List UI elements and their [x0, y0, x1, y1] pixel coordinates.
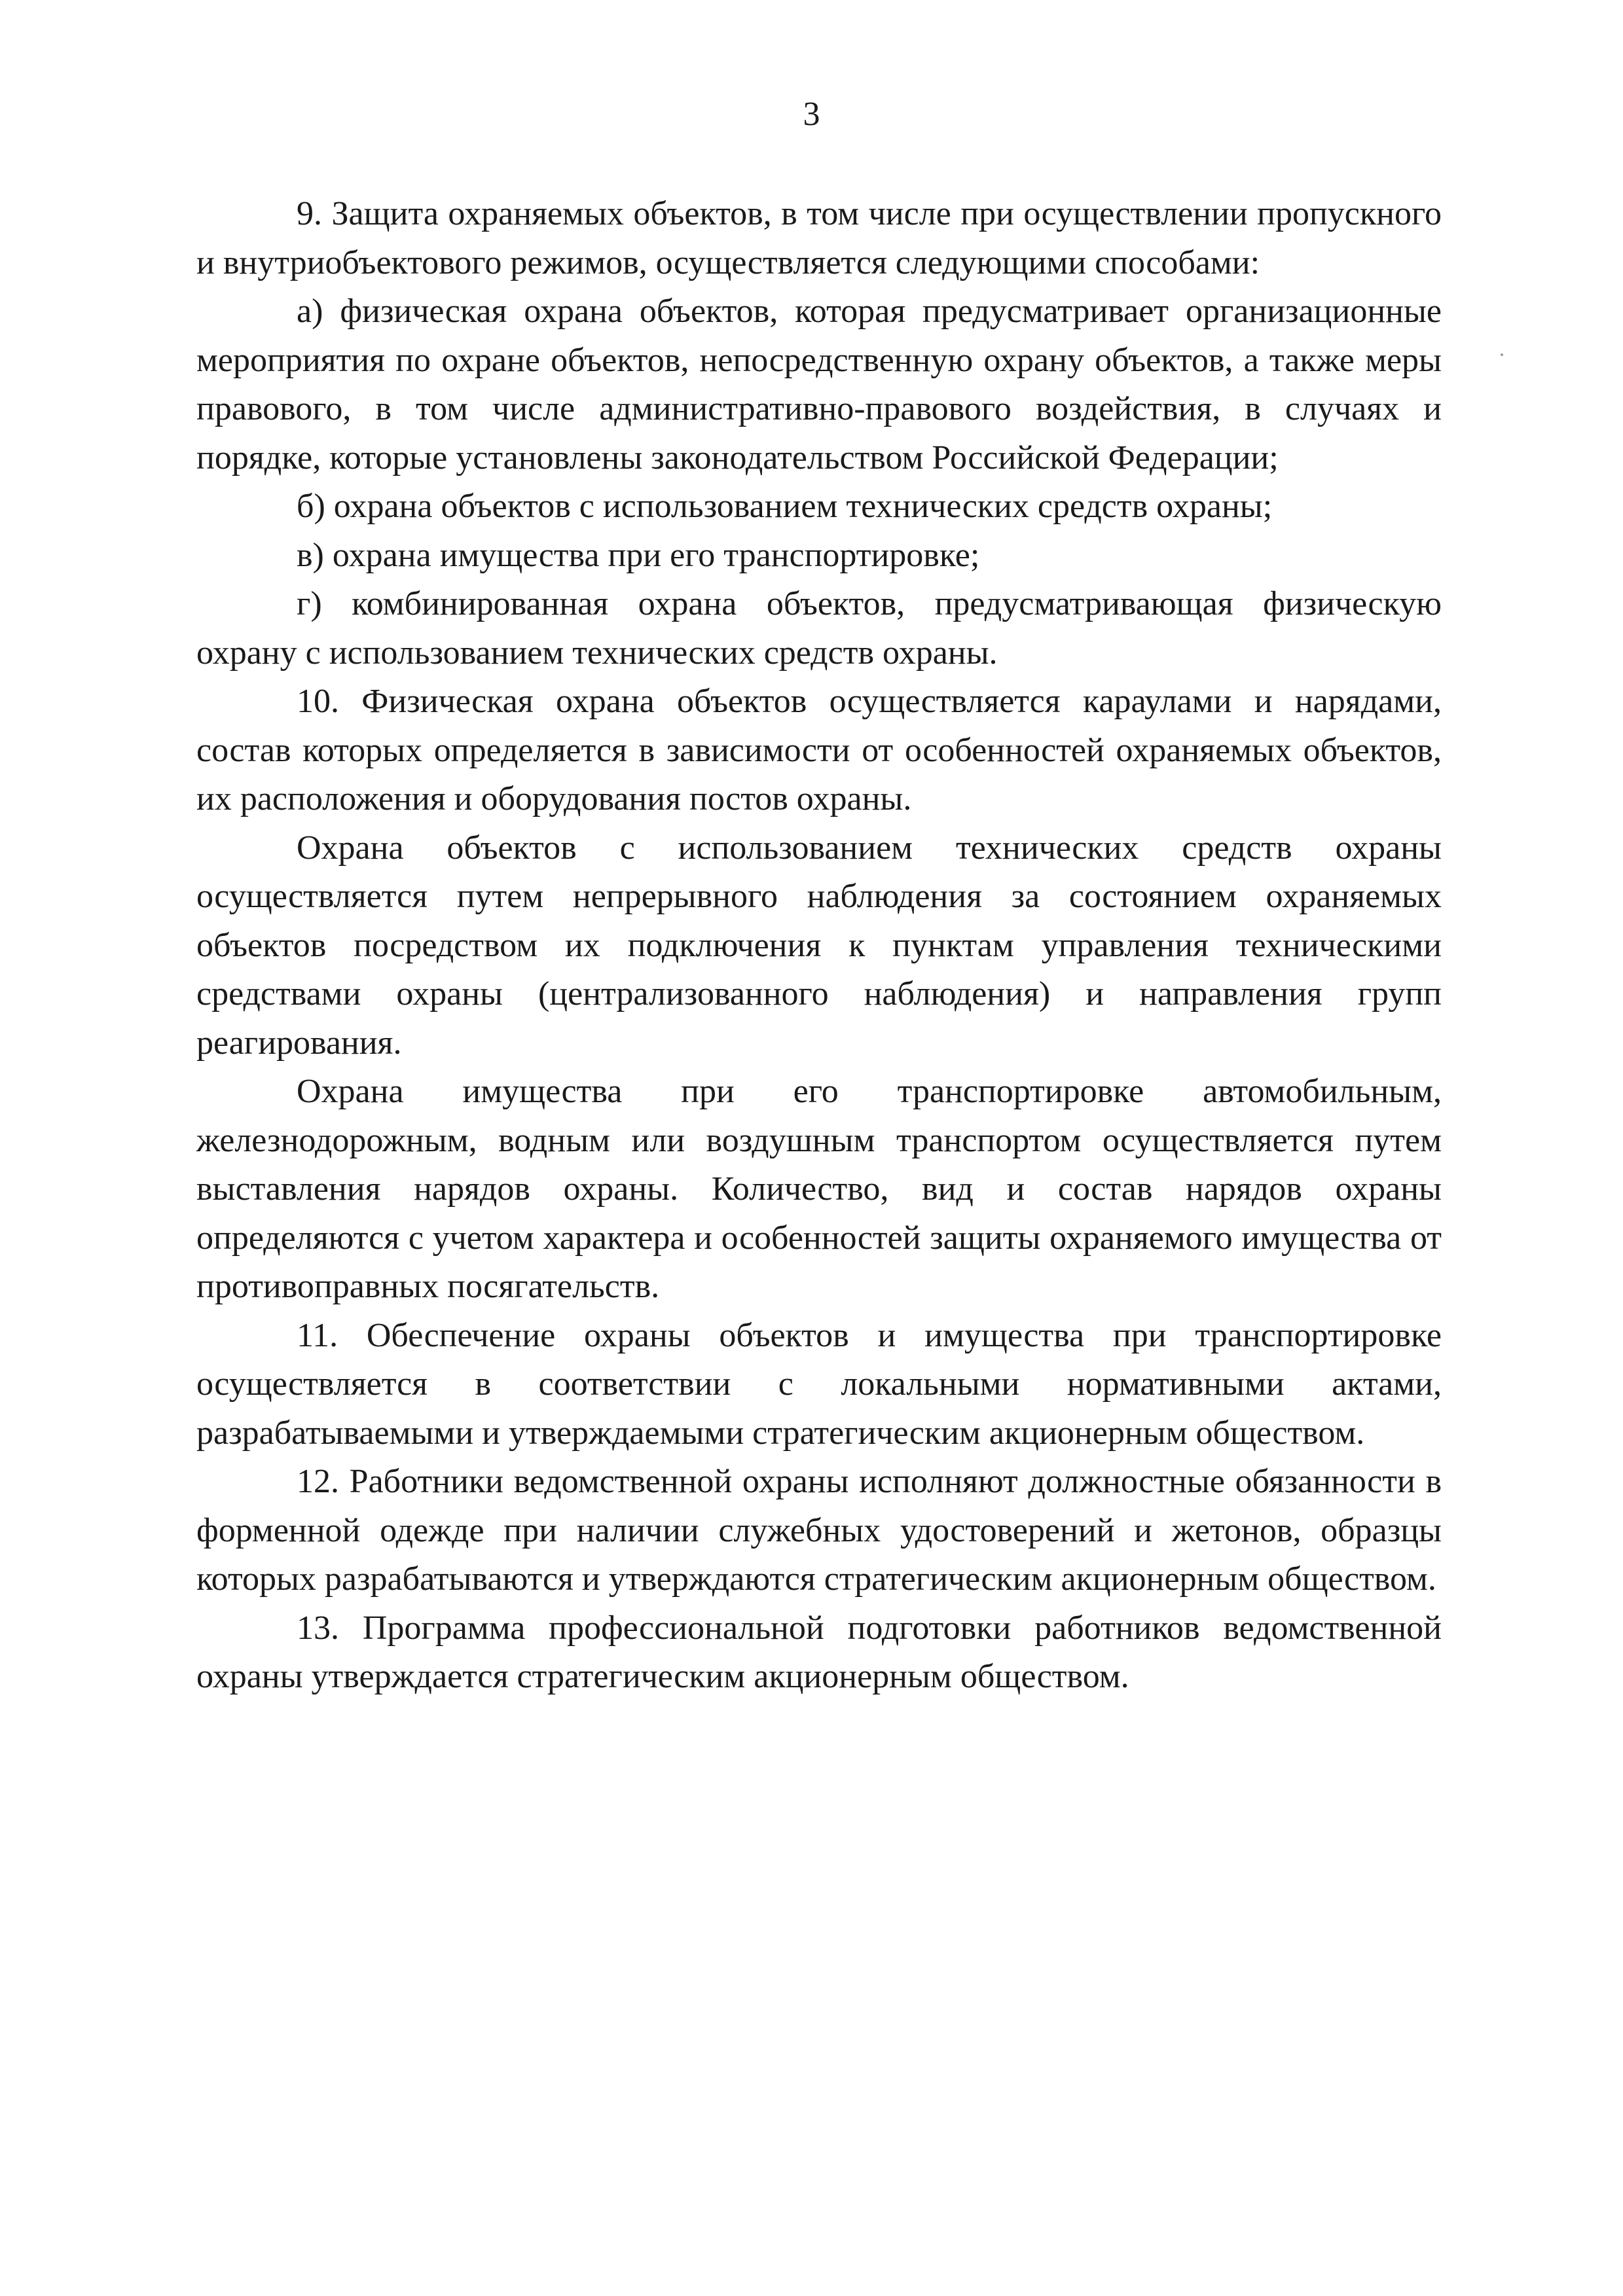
paragraph-10-transport: Охрана имущества при его транспортировке автомобильным, железнодорожным, водным или воздушным транспортом осуществляется путем выставления нарядов охраны. Количество, вид и состав нарядов охраны определяются с учетом характера и особенностей защиты охраняемого имущества от противоправных посягательств. — [196, 1073, 1442, 1305]
paragraph-9: 9. Защита охраняемых объектов, в том числе при осуществлении пропускного и внутриобъектового режимов, осуществляется следующими способами: — [196, 195, 1442, 281]
document-body — [196, 190, 1442, 1702]
paragraph-13: 13. Программа профессиональной подготовки работников ведомственной охраны утверждается стратегическим акционерным обществом. — [196, 1609, 1442, 1695]
paragraph-11: 11. Обеспечение охраны объектов и имущества при транспортировке осуществляется в соответствии с локальными нормативными актами, разрабатываемыми и утверждаемыми стратегическим акционерным обществом. — [196, 1316, 1442, 1452]
paragraph-10: 10. Физическая охрана объектов осуществляется караулами и нарядами, состав которых определяется в зависимости от особенностей охраняемых объектов, их расположения и оборудования постов охраны. — [196, 683, 1442, 817]
paragraph-10-technical: Охрана объектов с использованием технических средств охраны осуществляется путем непрерывного наблюдения за состоянием охраняемых объектов посредством их подключения к пунктам управления техническими средствами охраны (централизованного наблюдения) и направления групп реагирования. — [196, 829, 1442, 1062]
list-item-b: б) охрана объектов с использованием технических средств охраны; — [297, 488, 1273, 525]
page-number: 3 — [803, 96, 820, 133]
list-item-v: в) охрана имущества при его транспортировке; — [297, 536, 980, 574]
list-item-a: а) физическая охрана объектов, которая предусматривает организационные мероприятия по охране объектов, непосредственную охрану объектов, а также меры правового, в том числе административно-правового воздействия, в случаях и порядке, которые установлены законодательством Российской Федерации; — [196, 293, 1442, 476]
scan-speck — [1501, 353, 1503, 356]
list-item-g: г) комбинированная охрана объектов, предусматривающая физическую охрану с использованием технических средств охраны. — [196, 585, 1442, 672]
paragraph-12: 12. Работники ведомственной охраны исполняют должностные обязанности в форменной одежде при наличии служебных удостоверений и жетонов, образцы которых разрабатываются и утверждаются стратегическим акционерным обществом. — [196, 1463, 1442, 1598]
